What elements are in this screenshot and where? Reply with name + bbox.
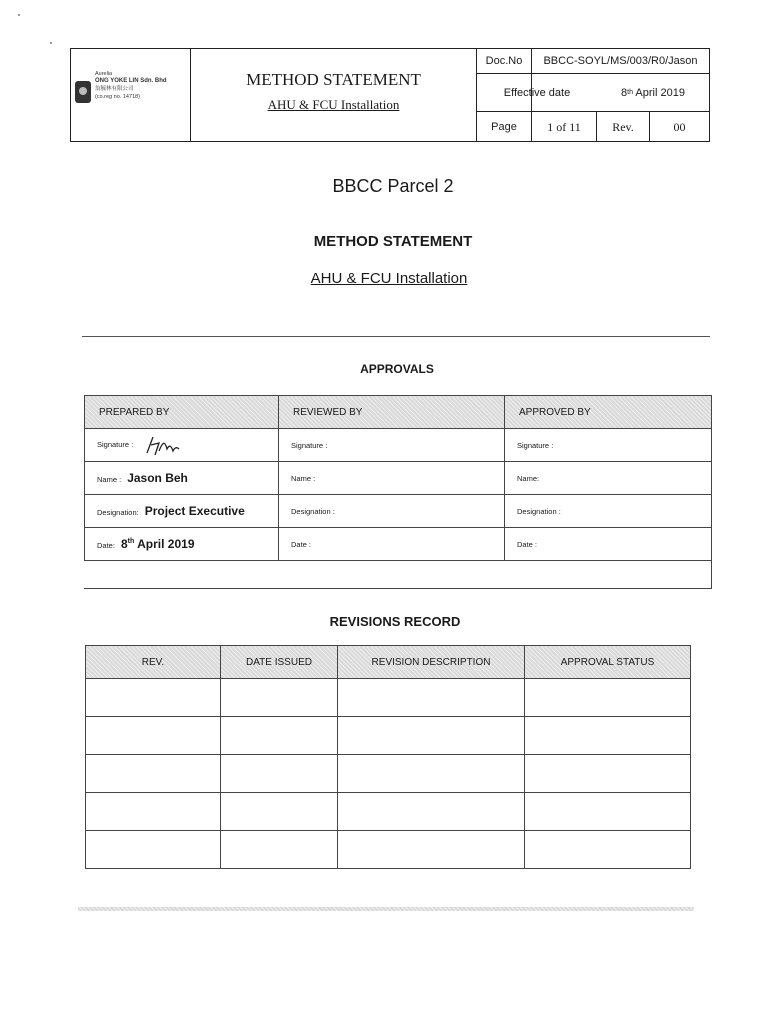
approved-signature-cell: Signature : bbox=[505, 429, 712, 462]
logo-emblem-icon bbox=[75, 81, 91, 103]
reviewed-name-cell: Name : bbox=[279, 462, 505, 495]
handwritten-signature-icon bbox=[143, 433, 183, 457]
company-logo bbox=[75, 71, 187, 121]
prepared-name-cell: Name : Jason Beh bbox=[85, 462, 279, 495]
logo-text-2: ONG YOKE LIN Sdn. Bhd bbox=[95, 78, 167, 84]
signature-label: Signature : bbox=[97, 439, 134, 449]
document-header bbox=[70, 48, 710, 142]
table-row bbox=[86, 717, 691, 755]
revisions-heading: REVISIONS RECORD bbox=[329, 614, 461, 629]
col-rev: REV. bbox=[86, 646, 221, 679]
prepared-designation-cell: Designation: Project Executive bbox=[85, 495, 279, 528]
header-subtitle: AHU & FCU Installation bbox=[267, 97, 400, 112]
col-prepared-by: PREPARED BY bbox=[85, 396, 279, 429]
logo-text-4: (co.reg no. 14718) bbox=[95, 94, 140, 100]
scan-speck bbox=[18, 14, 20, 16]
page-label: Page bbox=[491, 121, 517, 133]
col-approved-by: APPROVED BY bbox=[505, 396, 712, 429]
logo-text-3: 翁毓林有限公司 bbox=[95, 86, 134, 92]
reviewed-designation-cell: Designation : bbox=[279, 495, 505, 528]
prepared-signature-cell bbox=[85, 429, 279, 462]
rev-label: Rev. bbox=[612, 119, 634, 134]
prepared-date: 8th April 2019 bbox=[120, 537, 195, 551]
approved-designation-cell: Designation : bbox=[505, 495, 712, 528]
logo-text-1: Aurelia bbox=[95, 71, 113, 77]
approvals-table bbox=[84, 395, 712, 561]
scan-speck bbox=[50, 42, 52, 44]
page-value: 1 of 11 bbox=[547, 119, 581, 134]
divider bbox=[82, 336, 710, 337]
effective-date-label: Effective date bbox=[503, 86, 571, 99]
col-approval-status: APPROVAL STATUS bbox=[525, 646, 691, 679]
reviewed-signature-cell: Signature : bbox=[279, 429, 505, 462]
prepared-date-cell: Date: 8th April 2019 bbox=[85, 528, 279, 561]
col-date-issued: DATE ISSUED bbox=[221, 646, 338, 679]
doc-no-value: BBCC-SOYL/MS/003/R0/Jason bbox=[543, 55, 698, 67]
approved-name-cell: Name: bbox=[505, 462, 712, 495]
rev-value: 00 bbox=[673, 119, 686, 134]
col-revision-description: REVISION DESCRIPTION bbox=[338, 646, 525, 679]
approvals-frame-bottom bbox=[84, 557, 712, 589]
table-row bbox=[86, 793, 691, 831]
table-row bbox=[86, 679, 691, 717]
project-title: BBCC Parcel 2 bbox=[332, 176, 454, 196]
table-row bbox=[86, 755, 691, 793]
reviewed-date-cell: Date : bbox=[279, 528, 505, 561]
footer-divider bbox=[78, 907, 694, 911]
approvals-heading: APPROVALS bbox=[360, 362, 434, 376]
document-subheading: AHU & FCU Installation bbox=[310, 270, 468, 287]
effective-date-value: 8 th April 2019 bbox=[621, 86, 685, 99]
document-heading: METHOD STATEMENT bbox=[313, 233, 473, 250]
doc-no-label: Doc.No bbox=[485, 55, 523, 67]
revisions-table bbox=[85, 645, 691, 869]
approved-date-cell: Date : bbox=[505, 528, 712, 561]
prepared-designation: Project Executive bbox=[144, 504, 245, 518]
header-title: METHOD STATEMENT bbox=[246, 70, 421, 89]
prepared-name: Jason Beh bbox=[127, 471, 188, 485]
col-reviewed-by: REVIEWED BY bbox=[279, 396, 505, 429]
table-row bbox=[86, 831, 691, 869]
